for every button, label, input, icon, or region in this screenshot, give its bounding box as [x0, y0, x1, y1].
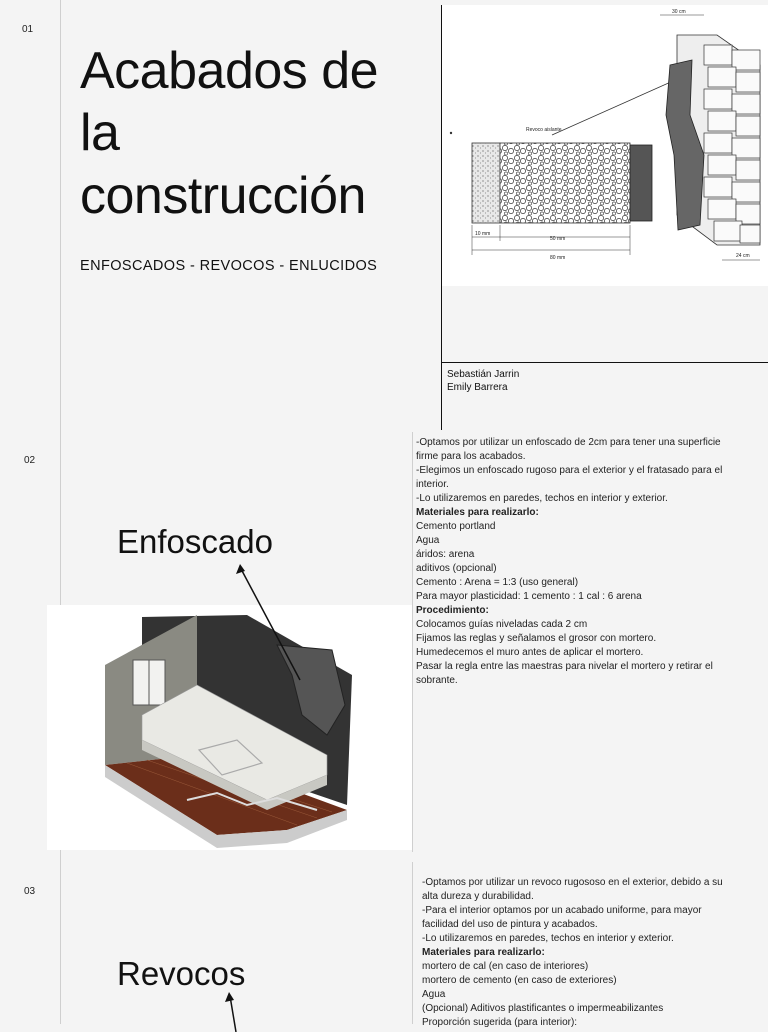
dim-top: 30 cm [672, 9, 686, 15]
text-line: Proporción sugerida (para interior): [422, 1017, 578, 1028]
page-subtitle: ENFOSCADOS - REVOCOS - ENLUCIDOS [80, 258, 378, 274]
text-line: Cemento portland [416, 521, 496, 532]
dim-10: 10 mm [475, 231, 491, 237]
figure-label: Revoco aislante [526, 127, 562, 133]
section-text [422, 876, 766, 1030]
page-title [80, 40, 378, 227]
text-line: Humedecemos el muro antes de aplicar el mortero. [416, 647, 644, 658]
render-figure [442, 5, 768, 286]
text-line: Cemento : Arena = 1:3 (uso general) [416, 577, 579, 588]
text-line: Agua [416, 535, 440, 546]
page-number: 02 [24, 455, 36, 466]
arrow-pointer [220, 992, 260, 1032]
text-line: mortero de cemento (en caso de exteriores) [422, 975, 617, 986]
authors-divider-vertical [441, 5, 442, 430]
text-line: -Elegimos un enfoscado rugoso para el exterior y el fratasado para el [416, 465, 723, 476]
text-line: Pasar la regla entre las maestras para nivelar el mortero y retirar el [416, 661, 713, 672]
text-line: (Opcional) Aditivos plastificantes o impermeabilizantes [422, 1003, 664, 1014]
wall-section-drawing [442, 5, 768, 286]
text-divider [412, 432, 413, 852]
text-line: áridos: arena [416, 549, 475, 560]
text-line: alta dureza y durabilidad. [422, 891, 534, 902]
dim-50: 50 mm [550, 236, 566, 242]
author-name: Emily Barrera [447, 381, 508, 393]
page-number: 03 [24, 886, 36, 897]
text-subheading: Materiales para realizarlo: [422, 947, 545, 958]
text-divider [412, 862, 413, 1024]
text-line: facilidad del uso de pintura y acabados. [422, 919, 598, 930]
text-line: Colocamos guías niveladas cada 2 cm [416, 619, 588, 630]
text-line: firme para los acabados. [416, 451, 526, 462]
arrow-pointer [230, 562, 320, 682]
dim-24: 24 cm [736, 253, 750, 259]
text-line: -Lo utilizaremos en paredes, techos en interior y exterior. [416, 493, 668, 504]
text-line: -Optamos por utilizar un revoco rugososo en el exterior, debido a su [422, 877, 723, 888]
page-number: 01 [22, 24, 34, 35]
text-line: -Lo utilizaremos en paredes, techos en interior y exterior. [422, 933, 674, 944]
section-heading: Enfoscado [117, 523, 273, 560]
authors [447, 369, 519, 394]
text-line: Para mayor plasticidad: 1 cemento : 1 cal : 6 arena [416, 591, 642, 602]
author-name: Sebastián Jarrin [447, 369, 520, 380]
text-line: -Para el interior optamos por un acabado uniforme, para mayor [422, 905, 702, 916]
text-line: Fijamos las reglas y señalamos el grosor con mortero. [416, 633, 657, 644]
text-subheading: Procedimiento: [416, 605, 489, 616]
margin-divider [60, 0, 61, 1024]
title-line: la [80, 104, 120, 163]
text-line: interior. [416, 479, 449, 490]
title-line: construcción [80, 166, 366, 225]
text-line: mortero de cal (en caso de interiores) [422, 961, 589, 972]
section-text [416, 436, 766, 688]
title-line: Acabados de [80, 42, 379, 100]
text-line: Agua [422, 989, 446, 1000]
text-line: sobrante. [416, 675, 458, 686]
text-line: aditivos (opcional) [416, 563, 497, 574]
authors-divider-horizontal [441, 362, 768, 363]
dim-80: 80 mm [550, 255, 566, 261]
section-heading: Revocos [117, 955, 246, 992]
text-line: -Optamos por utilizar un enfoscado de 2cm para tener una superficie [416, 437, 721, 448]
text-subheading: Materiales para realizarlo: [416, 507, 539, 518]
